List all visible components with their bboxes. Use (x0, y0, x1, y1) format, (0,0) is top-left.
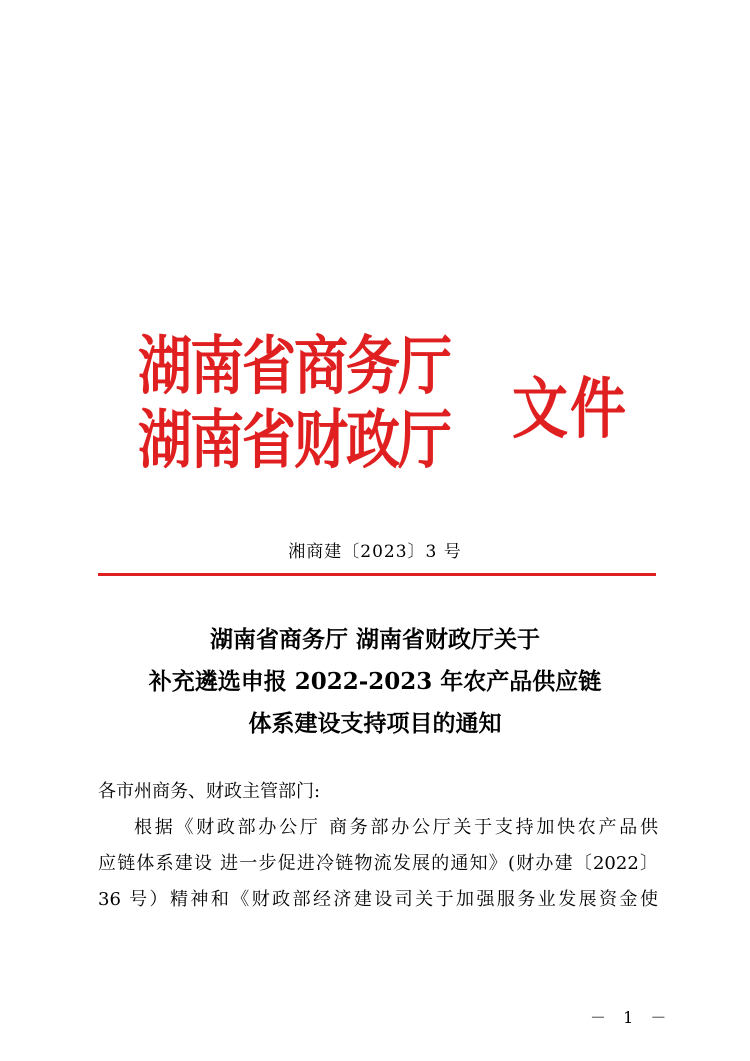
notice-title (0, 619, 750, 745)
title-line-2: 补充遴选申报 2022-2023 年农产品供应链 (148, 668, 602, 695)
issuer-names (138, 323, 478, 478)
doc-type-label: 文件 (512, 371, 628, 449)
issuer-commerce-dept: 湖南省商务厅 (138, 328, 450, 404)
salutation: 各市州商务、财政主管部门: (98, 781, 321, 802)
paragraph-line-2: 应链体系建设 进一步促进冷链物流发展的通知》(财办建〔2022〕 (98, 853, 658, 874)
body-text (98, 774, 658, 918)
paragraph-line-1: 根据《财政部办公厅 商务部办公厅关于支持加快农产品供 (134, 817, 658, 838)
title-line-1: 湖南省商务厅 湖南省财政厅关于 (209, 626, 540, 653)
red-divider-line (98, 573, 656, 576)
document-header (138, 323, 638, 493)
doc-number: 湘商建〔2023〕3 号 (288, 542, 462, 562)
paragraph-line-3: 36 号）精神和《财政部经济建设司关于加强服务业发展资金使 (98, 889, 658, 910)
issuer-finance-dept: 湖南省财政厅 (138, 402, 450, 478)
page-number: － 1 － (590, 1008, 673, 1027)
title-line-3: 体系建设支持项目的通知 (248, 710, 502, 737)
